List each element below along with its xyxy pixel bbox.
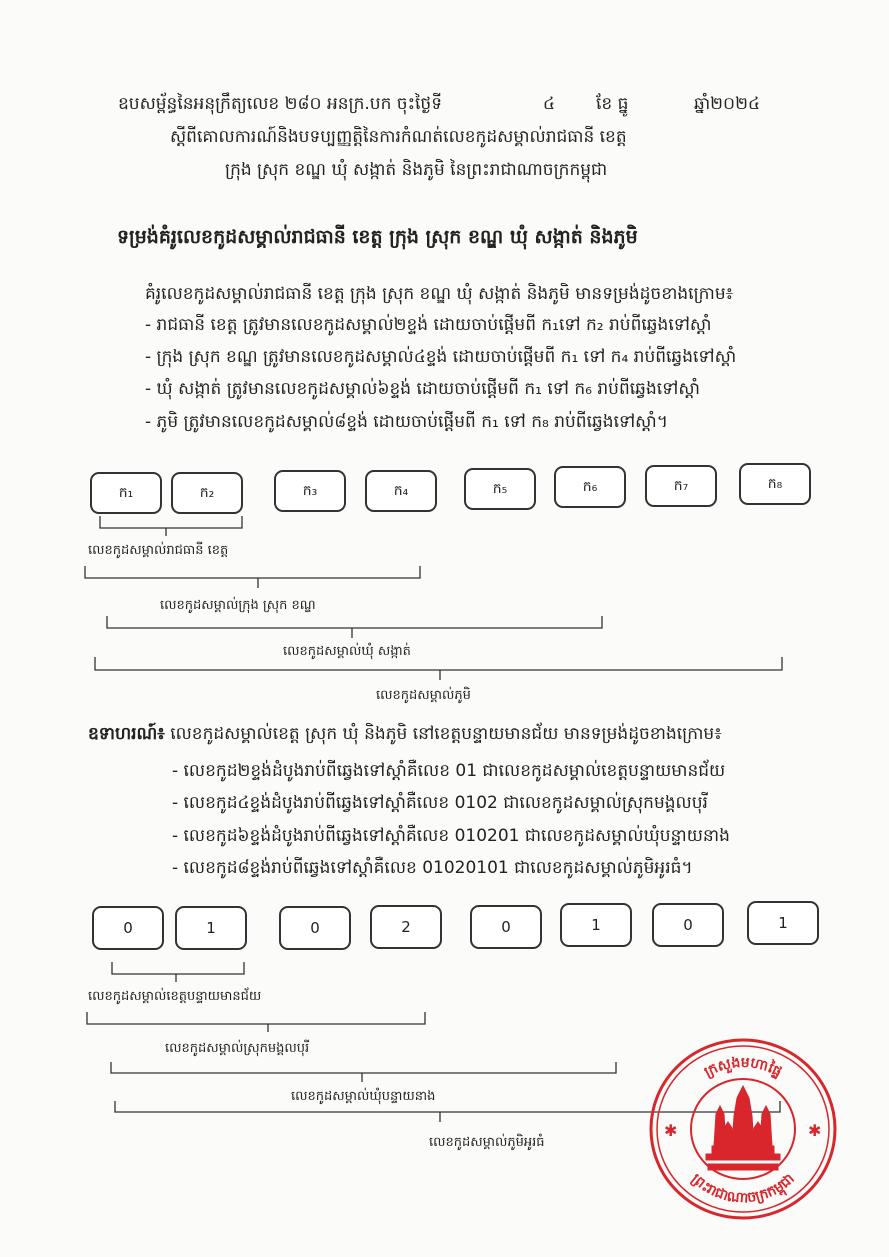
example-item: - លេខកូដ៤ខ្ទង់ដំបូងរាប់ពីឆ្វេងទៅស្តាំគឺលេខ 0102 ជាលេខកូដសម្គាល់ស្រុកមង្គលបុរី xyxy=(172,793,708,813)
digit-box: 2 xyxy=(370,905,442,949)
digit-box: 1 xyxy=(560,903,632,947)
example-item: - លេខកូដ២ខ្ទង់ដំបូងរាប់ពីឆ្វេងទៅស្តាំគឺលេខ 01 ជាលេខកូដសម្គាល់ខេត្តបន្ទាយមានជ័យ xyxy=(172,761,726,781)
code-box: ក₄ xyxy=(365,470,437,512)
example-item: - លេខកូដ៦ខ្ទង់ដំបូងរាប់ពីឆ្វេងទៅស្តាំគឺលេខ 010201 ជាលេខកូដសម្គាល់ឃុំបន្ទាយនាង xyxy=(172,826,730,846)
rule-item: - រាជធានី ខេត្ត ត្រូវមានលេខកូដសម្គាល់២ខ្ទង់ ដោយចាប់ផ្តើមពី ក₁ទៅ ក₂ រាប់ពីឆ្វេងទៅស្តាំ xyxy=(145,315,712,335)
rule-item: - ភូមិ ត្រូវមានលេខកូដសម្គាល់៨ខ្ទង់ ដោយចាប់ផ្តើមពី ក₁ ទៅ ក₈ រាប់ពីឆ្វេងទៅស្តាំ។ xyxy=(145,412,668,432)
label-village-example: លេខកូដសម្គាល់ភូមិអូរធំ xyxy=(429,1135,545,1150)
svg-text:✱: ✱ xyxy=(808,1121,822,1140)
example-heading: ឧទាហរណ៍៖ xyxy=(88,724,165,744)
svg-text:ព្រះរាជាណាចក្រកម្ពុជា: ព្រះរាជាណាចក្រកម្ពុជា xyxy=(688,1170,798,1207)
example-item: - លេខកូដ៨ខ្ទង់រាប់ពីឆ្វេងទៅស្តាំគឺលេខ 01020101 ជាលេខកូដសម្គាល់ភូមិអូរធំ។ xyxy=(172,858,693,878)
decree-year: ឆ្នាំ២០២៤ xyxy=(694,94,760,114)
digit-box: 0 xyxy=(279,906,351,950)
decree-line-left: ឧបសម្ព័ន្ធនៃអនុក្រឹត្យលេខ ២៨០ អនក្រ.បក ចុះថ្ងៃទី xyxy=(118,94,443,114)
official-seal xyxy=(648,1036,838,1222)
label-village-code: លេខកូដសម្គាល់ភូមិ xyxy=(376,688,471,703)
code-box: ក₅ xyxy=(464,468,536,510)
label-commune-example: លេខកូដសម្គាល់ឃុំបន្ទាយនាង xyxy=(291,1089,436,1104)
decree-day: ៤ xyxy=(543,94,556,114)
code-box: ក₈ xyxy=(739,463,811,505)
digit-box: 0 xyxy=(652,903,724,947)
digit-box: 1 xyxy=(747,901,819,945)
label-district-example: លេខកូដសម្គាល់ស្រុកមង្គលបុរី xyxy=(165,1041,310,1056)
svg-text:✱: ✱ xyxy=(664,1121,678,1140)
intro-text: គំរូលេខកូដសម្គាល់រាជធានី ខេត្ត ក្រុង ស្រុក ខណ្ឌ ឃុំ សង្កាត់ និងភូមិ មានទម្រង់ដូចខាងក្រោម៖ xyxy=(145,284,734,304)
example-intro xyxy=(88,723,722,748)
digit-box: 0 xyxy=(470,905,542,949)
bracket-district xyxy=(85,566,420,588)
digit-box: 1 xyxy=(175,906,247,950)
label-commune-code: លេខកូដសម្គាល់ឃុំ សង្កាត់ xyxy=(283,644,411,659)
rule-item: - ឃុំ សង្កាត់ ត្រូវមានលេខកូដសម្គាល់៦ខ្ទង់ ដោយចាប់ផ្តើមពី ក₁ ទៅ ក₆ រាប់ពីឆ្វេងទៅស្តាំ xyxy=(145,379,700,399)
example-intro-text: លេខកូដសម្គាល់ខេត្ត ស្រុក ឃុំ និងភូមិ នៅខេត្តបន្ទាយមានជ័យ មានទម្រង់ដូចខាងក្រោម៖ xyxy=(164,724,722,744)
svg-text:ក្រសួងមហាផ្ទៃ: ក្រសួងមហាផ្ទៃ xyxy=(701,1054,785,1081)
code-box: ក₁ xyxy=(90,472,162,514)
page-title: ទម្រង់គំរូលេខកូដសម្គាល់រាជធានី ខេត្ត ក្រុង ស្រុក ខណ្ឌ ឃុំ សង្កាត់ និងភូមិ xyxy=(117,226,638,248)
bracket-commune xyxy=(107,616,602,638)
decree-subject-line2: ក្រុង ស្រុក ខណ្ឌ ឃុំ សង្កាត់ និងភូមិ នៃព្រះរាជាណាចក្រកម្ពុជា xyxy=(225,160,608,180)
label-province-code: លេខកូដសម្គាល់រាជធានី ខេត្ត xyxy=(88,543,229,558)
bracket-village xyxy=(95,657,782,680)
decree-subject-line1: ស្តីពីគោលការណ៍និងបទប្បញ្ញត្តិនៃការកំណត់លេខកូដសម្គាល់រាជធានី ខេត្ត xyxy=(170,127,627,147)
decree-month: ខែ ធ្នូ xyxy=(596,94,629,114)
code-box: ក₇ xyxy=(645,465,717,507)
rule-item: - ក្រុង ស្រុក ខណ្ឌ ត្រូវមានលេខកូដសម្គាល់៤ខ្ទង់ ដោយចាប់ផ្តើមពី ក₁ ទៅ ក₄ រាប់ពីឆ្វេងទៅស្តាំ xyxy=(145,347,737,367)
bracket-commune-example xyxy=(111,1062,616,1082)
bracket-province xyxy=(100,516,242,536)
code-box: ក₆ xyxy=(554,466,626,508)
digit-box: 0 xyxy=(92,906,164,950)
bracket-province-example xyxy=(112,962,244,982)
bracket-district-example xyxy=(87,1012,425,1032)
code-box: ក₃ xyxy=(274,470,346,512)
code-box: ក₂ xyxy=(171,472,243,514)
label-district-code: លេខកូដសម្គាល់ក្រុង ស្រុក ខណ្ឌ xyxy=(160,598,316,613)
label-province-example: លេខកូដសម្គាល់ខេត្តបន្ទាយមានជ័យ xyxy=(88,989,262,1004)
